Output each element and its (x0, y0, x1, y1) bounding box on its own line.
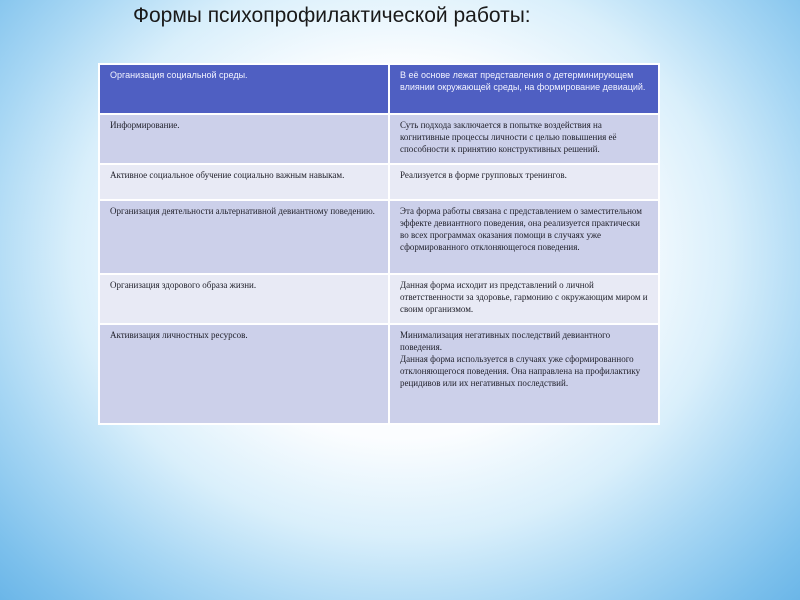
forms-table (98, 63, 660, 425)
table-cell-form: Активизация личностных ресурсов. (100, 325, 388, 423)
table-cell-form: Организация деятельности альтернативной девиантному поведению. (100, 201, 388, 273)
table-cell-description: Данная форма исходит из представлений о личной ответственности за здоровье, гармонию с окружающим миром и своим организмом. (390, 275, 658, 323)
table-cell-form: Информирование. (100, 115, 388, 163)
table-cell-description: Эта форма работы связана с представлением о заместительном эффекте девиантного поведения, она реализуется практически во всех программах оказания помощи в случаях уже сформированного отклоняющегося поведения. (390, 201, 658, 273)
slide-title: Формы психопрофилактической работы: (133, 4, 531, 27)
table-cell-form: Организация здорового образа жизни. (100, 275, 388, 323)
table-cell-description: Суть подхода заключается в попытке воздействия на когнитивные процессы личности с целью повышения её способности к принятию конструктивных решений. (390, 115, 658, 163)
description-line: Данная форма используется в случаях уже сформированного отклоняющегося поведения. Она направлена на профилактику рецидивов или их негативных последствий. (400, 354, 641, 388)
table-row (100, 165, 658, 199)
table-cell-form: Активное социальное обучение социально важным навыкам. (100, 165, 388, 199)
table-row (100, 275, 658, 323)
table-cell-description: Реализуется в форме групповых тренингов. (390, 165, 658, 199)
table-cell-form: Организация социальной среды. (100, 65, 388, 113)
table-header-row (100, 65, 658, 113)
description-line: Минимализация негативных последствий девиантного поведения. (400, 330, 611, 352)
table-row (100, 325, 658, 423)
table-row (100, 201, 658, 273)
table-row (100, 115, 658, 163)
table-cell-description (390, 325, 658, 423)
table-cell-description: В её основе лежат представления о детерминирующем влиянии окружающей среды, на формирование девиаций. (390, 65, 658, 113)
